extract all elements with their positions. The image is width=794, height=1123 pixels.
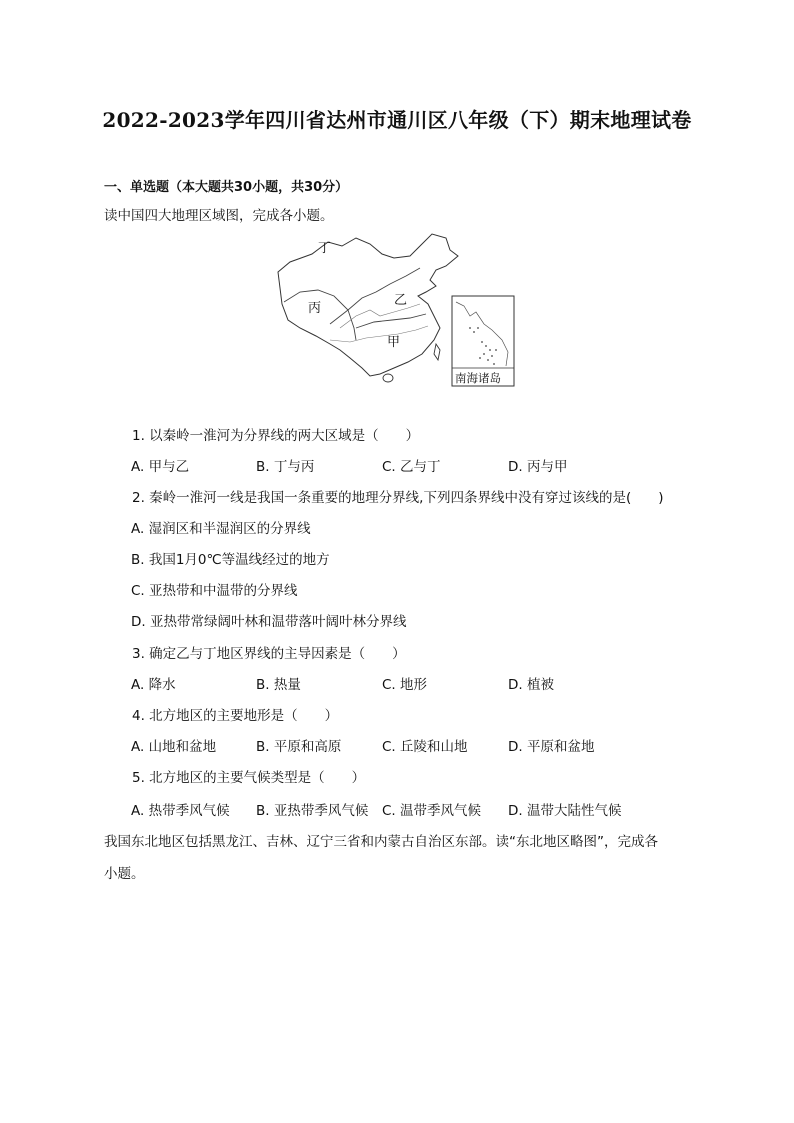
intro-text: 读中国四大地理区域图，完成各小题。 <box>104 208 334 224</box>
intro-text-northeast: 我国东北地区包括黑龙江、吉林、辽宁三省和内蒙古自治区东部。读“东北地区略图”，完成各 <box>104 834 658 850</box>
question-4-option-d: D. 平原和盆地 <box>508 739 595 755</box>
question-1-option-d: D. 丙与甲 <box>508 459 568 475</box>
section-header: 一、单选题（本大题共30小题，共30分） <box>104 180 349 195</box>
question-3-stem: 3. 确定乙与丁地区界线的主导因素是（ ） <box>132 646 406 662</box>
map-drawing <box>270 232 520 390</box>
intro-text-northeast-cont: 小题。 <box>104 866 145 882</box>
region-label-bing: 丙 <box>308 301 322 316</box>
question-4-stem: 4. 北方地区的主要地形是（ ） <box>132 708 339 724</box>
question-5-option-d: D. 温带大陆性气候 <box>508 803 622 819</box>
region-label-jia: 甲 <box>387 335 401 350</box>
question-1-option-c: C. 乙与丁 <box>382 459 441 475</box>
question-3-option-c: C. 地形 <box>382 677 428 693</box>
question-5-option-b: B. 亚热带季风气候 <box>256 803 369 819</box>
river-yangtze <box>330 326 428 342</box>
china-regions-map <box>270 232 520 390</box>
question-1-option-a: A. 甲与乙 <box>131 459 190 475</box>
question-5-stem: 5. 北方地区的主要气候类型是（ ） <box>132 770 366 786</box>
question-5-option-c: C. 温带季风气候 <box>382 803 482 819</box>
question-3-option-b: B. 热量 <box>256 677 301 693</box>
china-outline <box>278 234 458 376</box>
question-4-option-b: B. 平原和高原 <box>256 739 342 755</box>
question-1-option-b: B. 丁与丙 <box>256 459 315 475</box>
nanhai-inset-label: 南海诸岛 <box>455 371 501 385</box>
taiwan-island <box>434 344 440 360</box>
boundary-qinling-huaihe <box>356 314 426 328</box>
page-title: 2022-2023学年四川省达州市通川区八年级（下）期末地理试卷 <box>102 108 692 132</box>
question-2-option-a: A. 湿润区和半湿润区的分界线 <box>131 521 311 537</box>
question-4-option-c: C. 丘陵和山地 <box>382 739 468 755</box>
question-2-option-b: B. 我国1月0℃等温线经过的地方 <box>131 552 330 568</box>
hainan-island <box>383 374 393 382</box>
question-2-option-d: D. 亚热带常绿阔叶林和温带落叶阔叶林分界线 <box>131 614 407 630</box>
question-1-stem: 1. 以秦岭一淮河为分界线的两大区域是（ ） <box>132 428 420 444</box>
question-2-option-c: C. 亚热带和中温带的分界线 <box>131 583 298 599</box>
question-2-stem: 2. 秦岭一淮河一线是我国一条重要的地理分界线,下列四条界线中没有穿过该线的是( ) <box>132 490 664 506</box>
river-yellow <box>340 304 420 328</box>
question-3-option-a: A. 降水 <box>131 677 176 693</box>
question-5-option-a: A. 热带季风气候 <box>131 803 230 819</box>
question-3-option-d: D. 植被 <box>508 677 554 693</box>
region-label-yi: 乙 <box>394 293 408 308</box>
question-4-option-a: A. 山地和盆地 <box>131 739 217 755</box>
region-label-ding: 丁 <box>318 241 332 256</box>
